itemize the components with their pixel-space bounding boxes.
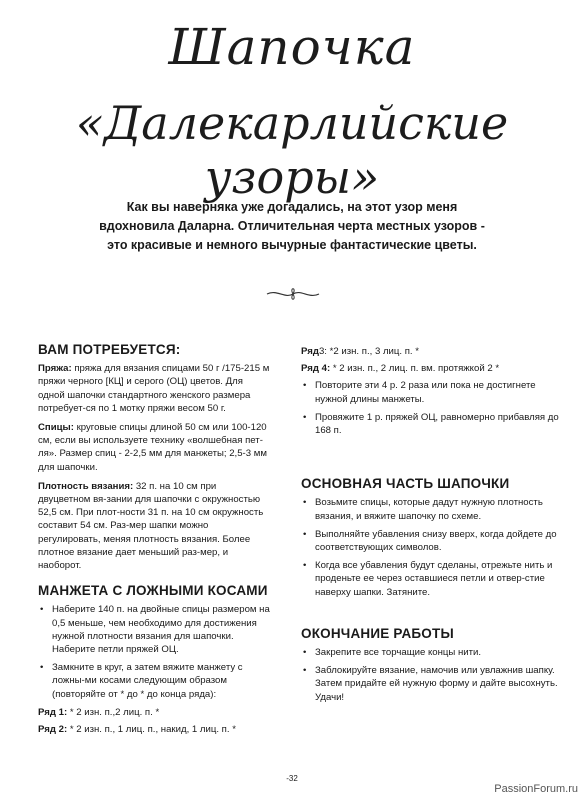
row-2 bbox=[38, 723, 271, 736]
title-line-2: «Далекарлийские узоры» bbox=[75, 96, 509, 204]
list-item: • Повторите эти 4 р. 2 раза или пока не достигнете нужной длины манжеты. bbox=[303, 380, 536, 405]
row-4-text: * 2 изн. п., 2 лиц. п. вм. протяжкой 2 * bbox=[330, 363, 500, 375]
list-item: • Возьмите спицы, которые дадут нужную плотность вязания, и вяжите шапочку по схеме. bbox=[303, 497, 543, 522]
list-item: • Замкните в круг, а затем вяжите манжету с ложны-ми косами следующим образом (повторяйте от * до * до конца ряда): bbox=[40, 662, 243, 700]
row-3 bbox=[301, 345, 559, 358]
finish-heading: ОКОНЧАНИЕ РАБОТЫ bbox=[301, 625, 454, 641]
yarn-text: пряжа для вязания спицами 50 г /175-215 м пряжи черного [КЦ] и серого (ОЦ) цветов. Для одной шапочки стандартного женского размера потребует-ся по 1 мотку пряжи весом 50 г. bbox=[38, 363, 270, 414]
list-item: • Выполняйте убавления снизу вверх, когда дойдете до соответствующих символов. bbox=[303, 528, 557, 554]
needles-text: круговые спицы длиной 50 см или 100-120 см, если вы используете технику «волшебная пет-ля». Размер спиц - 2-2,5 мм для манжеты; 2,5-3 мм для шапочки. bbox=[38, 422, 267, 473]
yarn-label: Пряжа: bbox=[38, 363, 72, 375]
materials-heading: ВАМ ПОТРЕБУЕТСЯ: bbox=[38, 342, 181, 357]
right-column bbox=[301, 345, 559, 709]
finish-list bbox=[301, 646, 559, 704]
row-2-label: Ряд 2: bbox=[38, 724, 68, 736]
row-2-text: * 2 изн. п., 1 лиц. п., накид, 1 лиц. п. * bbox=[67, 724, 236, 736]
row-1 bbox=[38, 706, 271, 719]
row-3-text: 3: *2 изн. п., 3 лиц. п. * bbox=[318, 346, 419, 357]
list-item: • Наберите 140 п. на двойные спицы размером на 0,5 меньше, чем необходимо для достижения нужной плотности вязания для шапочки. Наберите петли пряжей ОЦ. bbox=[40, 604, 270, 656]
flourish-ornament-icon bbox=[265, 286, 321, 302]
gauge-paragraph bbox=[38, 480, 271, 572]
left-column bbox=[38, 343, 271, 740]
needles-paragraph bbox=[38, 421, 271, 474]
title-line-1: Шапочка bbox=[168, 18, 416, 76]
list-item: • Провяжите 1 р. пряжей ОЦ, равномерно прибавляя до 168 п. bbox=[303, 411, 559, 437]
row-4 bbox=[301, 362, 559, 375]
intro-text: Как вы наверняка уже догадались, на этот узор меня вдохновила Даларна. Отличительная черта местных узоров - это красивые и немного вычурные фантастические цветы. bbox=[99, 200, 485, 252]
row-1-label: Ряд 1: bbox=[38, 706, 68, 718]
page-number: -32 bbox=[286, 774, 298, 783]
watermark: PassionForum.ru bbox=[494, 783, 578, 795]
main-part-heading: ОСНОВНАЯ ЧАСТЬ ШАПОЧКИ bbox=[301, 476, 510, 492]
cuff-heading: МАНЖЕТА С ЛОЖНЫМИ КОСАМИ bbox=[38, 583, 268, 599]
cuff-list bbox=[38, 603, 271, 700]
list-item: • Закрепите все торчащие концы нити. bbox=[303, 647, 482, 659]
row-4-label: Ряд 4: bbox=[301, 363, 331, 375]
gauge-text: 32 п. на 10 см при двуцветном вя-зании для шапочки с окружностью 52,5 см. При плот-ности 31 п. на 10 см окружность составит 54 см. Раз-мер шапки можно регулировать, меняя плотность вязания. Более плотное вязание дает меньший раз-мер, и наоборот. bbox=[38, 480, 264, 572]
list-item: • Когда все убавления будут сделаны, отрежьте нить и проденьте ее через оставшиеся петли и отвер-стие наверху шапки. Затяните. bbox=[303, 560, 553, 598]
yarn-paragraph bbox=[38, 362, 271, 415]
row-1-text: * 2 изн. п.,2 лиц. п. * bbox=[67, 706, 160, 718]
list-item: • Заблокируйте вязание, намочив или увлажнив шапку. Затем придайте ей нужную форму и дайте высохнуть. Удачи! bbox=[303, 665, 558, 703]
needles-label: Спицы: bbox=[38, 422, 74, 434]
gauge-label: Плотность вязания: bbox=[38, 480, 134, 492]
row-3-label: Ряд bbox=[301, 346, 319, 357]
repeat-list bbox=[301, 379, 559, 437]
main-part-list bbox=[301, 496, 559, 598]
